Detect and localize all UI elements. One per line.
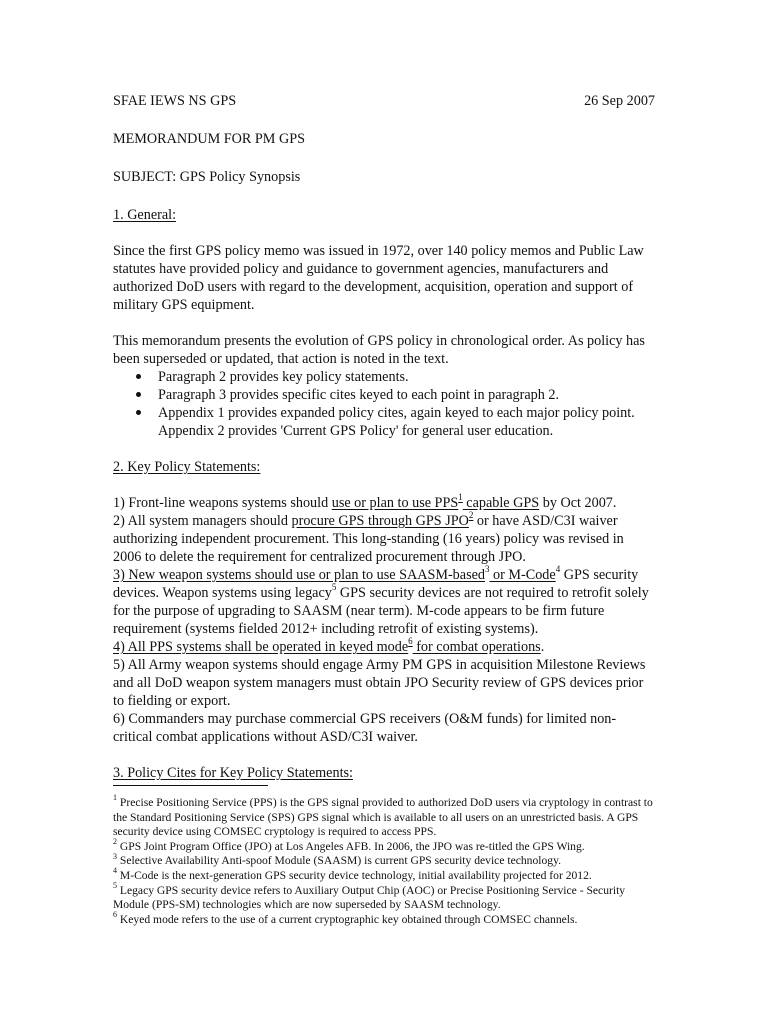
memo-for-line: MEMORANDUM FOR PM GPS [113,131,305,147]
footnote-item: $^6$ Keyed mode refers to the use of a current cryptographic key obtained through COMSEC channels. [113,909,578,926]
policy-statement-5: 5) All Army weapon systems should engage Army PM GPS in acquisition Milestone Reviews and all DoD weapon system managers must obtain JPO Security review of GPS devices prior to fielding or export. [113,657,646,709]
footnote-item: $^2$ GPS Joint Program Office (JPO) at Los Angeles AFB. In 2006, the JPO was re-titled the GPS Wing. [113,836,585,853]
general-paragraph-1: Since the first GPS policy memo was issued in 1972, over 140 policy memos and Public Law statutes have provided policy and guidance to government agencies, manufacturers and authorized DoD users with regard to the development, acquisition, operation and support of military GPS equipment. [113,243,644,313]
footnote-item: $^1$ Precise Positioning Service (PPS) is the GPS signal provided to authorized DoD users via cryptology in contrast to the Standard Positioning Service (SPS) GPS signal which is available to all users on an unrestricted basis. A GPS security device using COMSEC cryptology is required to access PPS. [113,793,653,839]
general-paragraph-2: This memorandum presents the evolution of GPS policy in chronological order. As policy has been superseded or updated, that action is noted in the text. [113,333,645,367]
section-cites-heading: 3. Policy Cites for Key Policy Statements: [113,765,353,781]
footnote-ref: 3 [485,564,490,575]
policy-statement-3: 3) New weapon systems should use or plan to use SAASM-based$^3$ or M-Code$^4$ GPS security devices. Weapon systems using legacy$^5$ GPS security devices are not required to retrofit solely for the purpose of upgrading to SAASM (near term). M-code appears to be firm future requirement (systems fielded 2012+ including retrofit of existing systems). [113,564,649,637]
memo-date: 26 Sep 2007 [584,93,655,109]
footnote-ref: 2 [468,510,474,521]
footnote-ref: 4 [555,564,561,575]
subject-line: SUBJECT: GPS Policy Synopsis [113,169,301,185]
bullet-item: Paragraph 3 provides specific cites keyed to each point in paragraph 2. [113,386,655,404]
footnote-item: $^5$ Legacy GPS security device refers to Auxiliary Output Chip (AOC) or Precise Positioning Service - Security Module (PPS-SM) technologies which are now superseded by SAASM technology. [113,880,626,912]
policy-statement-1: 1) Front-line weapons systems should use or plan to use PPS$^1$ capable GPS by Oct 2007. [113,492,617,511]
footnote-ref: 1 [458,492,463,503]
footnote-divider [113,785,268,786]
memo-body [113,92,655,782]
footnote-item: $^4$ M-Code is the next-generation GPS security device technology, initial availability projected for 2012. [113,866,592,882]
key-policy-list [113,494,655,746]
section-key-policy-heading: 2. Key Policy Statements: [113,459,261,475]
bullet-item: Paragraph 2 provides key policy statements. [113,368,655,386]
general-bullet-list [113,368,655,440]
policy-statement-6: 6) Commanders may purchase commercial GPS receivers (O&M funds) for limited non-critical combat applications without ASD/C3I waiver. [113,711,617,745]
footnote-ref: 5 [331,582,337,593]
bullet-item: Appendix 1 provides expanded policy cites, again keyed to each major policy point. Appendix 2 provides 'Current GPS Policy' for general user education. [113,404,655,440]
footnote-ref: 6 [408,636,413,647]
office-symbol: SFAE IEWS NS GPS [113,93,237,109]
policy-statement-4: 4) All PPS systems shall be operated in keyed mode$^6$ for combat operations. [113,636,545,655]
policy-statement-2: 2) All system managers should procure GPS through GPS JPO$^2$ or have ASD/C3I waiver authorizing independent procurement. This long-standing (16 years) policy was revised in 2006 to delete the requirement for centralized procurement through JPO. [113,510,624,565]
footnotes [113,793,655,927]
section-general-heading: 1. General: [113,207,177,223]
footnote-item: $^3$ Selective Availability Anti-spoof Module (SAASM) is current GPS security device technology. [113,851,562,868]
memo-header [113,92,655,110]
